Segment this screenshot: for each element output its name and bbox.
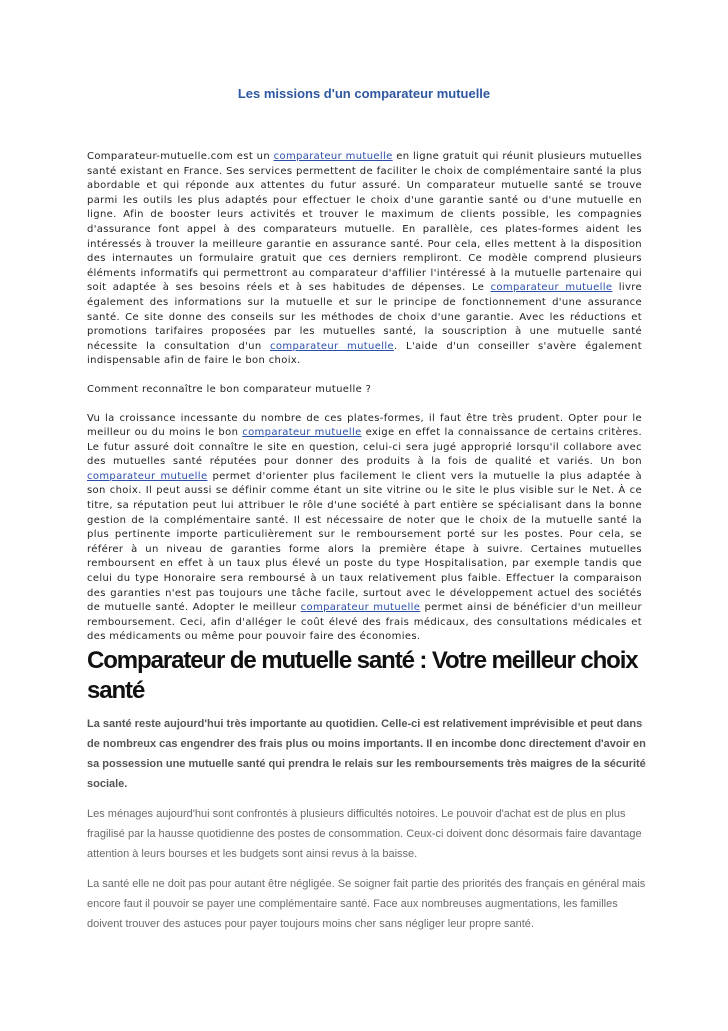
bold-intro-paragraph: La santé reste aujourd'hui très importante au quotidien. Celle-ci est relativement imprévisible et peut dans de nombreux cas engendrer des frais plus ou moins importants. Il en incombe donc directement d'avoir en sa possession une mutuelle santé qui prendra le relais sur les remboursements très maigres de la sécurité sociale. (87, 718, 646, 790)
section-heading: Comparateur de mutuelle santé : Votre meilleur choix santé (87, 647, 638, 704)
answer-text-3: permet d'orienter plus facilement le client vers la mutuelle la plus adaptée à son choix. Il peut aussi se définir comme étant un site vitrine ou le site le plus visible sur le Net. À ce titre, sa réputation peut lui attribuer le rôle d'une société à part entière se spécialisant dans la bonne gestion de la complémentaire santé. Il est nécessaire de noter que le choix de la mutuelle santé la plus pertinente importe particulièrement sur le remboursement porté sur les postes. Pour cela, se référer à un niveau de garanties forme alors la première étape à suivre. Certaines mutuelles remboursent en effet à un taux plus élevé un poste du type Hospitalisation, par exemple tandis que celui du type Honoraire sera remboursé à un taux relativement plus faible. Effectuer la comparaison des garanties n'est pas toujours une tâche facile, surtout avec le développement actuel des sociétés de mutuelle santé. Adopter le meilleur (87, 470, 642, 614)
intro-text-3: livre également des informations sur la mutuelle et sur le principe de fonctionnement d'une assurance santé. Ce site donne des conseils sur les méthodes de choix d'une garantie. Avec les réductions et promotions tarifaires proposées par les mutuelles santé, la souscription à une mutuelle santé nécessite la consultation d'un (87, 282, 642, 352)
answer-paragraph (87, 412, 642, 646)
answer-text-2: exige en effet la connaissance de certains critères. Le futur assuré doit connaître le site en question, celui-ci sera jugé approprié lorsqu'il collabore avec des mutuelles santé réputées pour donner des produits à la fois de qualité et variés. Un bon (87, 427, 642, 468)
intro-text-4: . L'aide d'un conseiller s'avère également indispensable afin de faire le bon choix. (87, 340, 642, 367)
intro-section (87, 150, 642, 659)
households-paragraph: Les ménages aujourd'hui sont confrontés à plusieurs difficultés notoires. Le pouvoir d'achat est de plus en plus fragilisé par la hausse quotidienne des postes de consommation. Ceux-ci doivent donc désormais faire davantage attention à leurs bourses et les budgets sont ainsi revus à la baisse. (87, 808, 642, 860)
answer-text-4: permet ainsi de bénéficier d'un meilleur remboursement. Ceci, afin d'alléger le coût élevé des frais médicaux, des consultations médicales et des médicaments ou même pour pouvoir faire des économies. (87, 602, 642, 643)
comparateur-mutuelle-link-3[interactable]: comparateur mutuelle (270, 340, 394, 352)
intro-paragraph (87, 150, 642, 369)
comparateur-mutuelle-link-6[interactable]: comparateur mutuelle (300, 602, 421, 614)
page-title: Les missions d'un comparateur mutuelle (237, 86, 491, 101)
comparateur-mutuelle-link-2[interactable]: comparateur mutuelle (490, 282, 613, 294)
health-section (87, 714, 647, 944)
comparateur-mutuelle-link-1[interactable]: comparateur mutuelle (273, 151, 393, 162)
intro-text-1: Comparateur-mutuelle.com est un (87, 151, 274, 162)
question-heading: Comment reconnaître le bon comparateur mutuelle ? (87, 383, 372, 395)
intro-text-2: en ligne gratuit qui réunit plusieurs mutuelles santé existant en France. Ses services permettent de faciliter le choix de complémentaire santé la plus abordable et qui réponde aux attentes du futur assuré. Un comparateur mutuelle santé se trouve parmi les outils les plus adaptés pour effectuer le choix d'une garantie santé ou d'une mutuelle en ligne. Afin de booster leurs activités et trouver le maximum de clients possible, les compagnies d'assurance font appel à des comparateurs mutuelle. En parallèle, ces plates-formes aident les intéressés à trouver la meilleure garantie en assurance santé. Pour cela, elles mettent à la disposition des internautes un formulaire gratuit que ces derniers rempliront. Ce modèle comprend plusieurs éléments informatifs qui permettront au comparateur d'affilier l'intéressé à la mutuelle partenaire qui soit adaptée à ses besoins réels et à ses habitudes de dépenses. Le (87, 151, 643, 294)
comparateur-mutuelle-link-5[interactable]: comparateur mutuelle (87, 470, 208, 482)
comparateur-mutuelle-link-4[interactable]: comparateur mutuelle (242, 427, 362, 439)
health-priority-paragraph: La santé elle ne doit pas pour autant être négligée. Se soigner fait partie des priorités des français en général mais encore faut il pouvoir se payer une complémentaire santé. Face aux nombreuses augmentations, les familles doivent trouver des astuces pour payer toujours moins cher sans négliger leur propre santé. (87, 878, 646, 930)
answer-text-1: Vu la croissance incessante du nombre de ces plates-formes, il faut être très prudent. Opter pour le meilleur ou du moins le bon (87, 412, 642, 439)
